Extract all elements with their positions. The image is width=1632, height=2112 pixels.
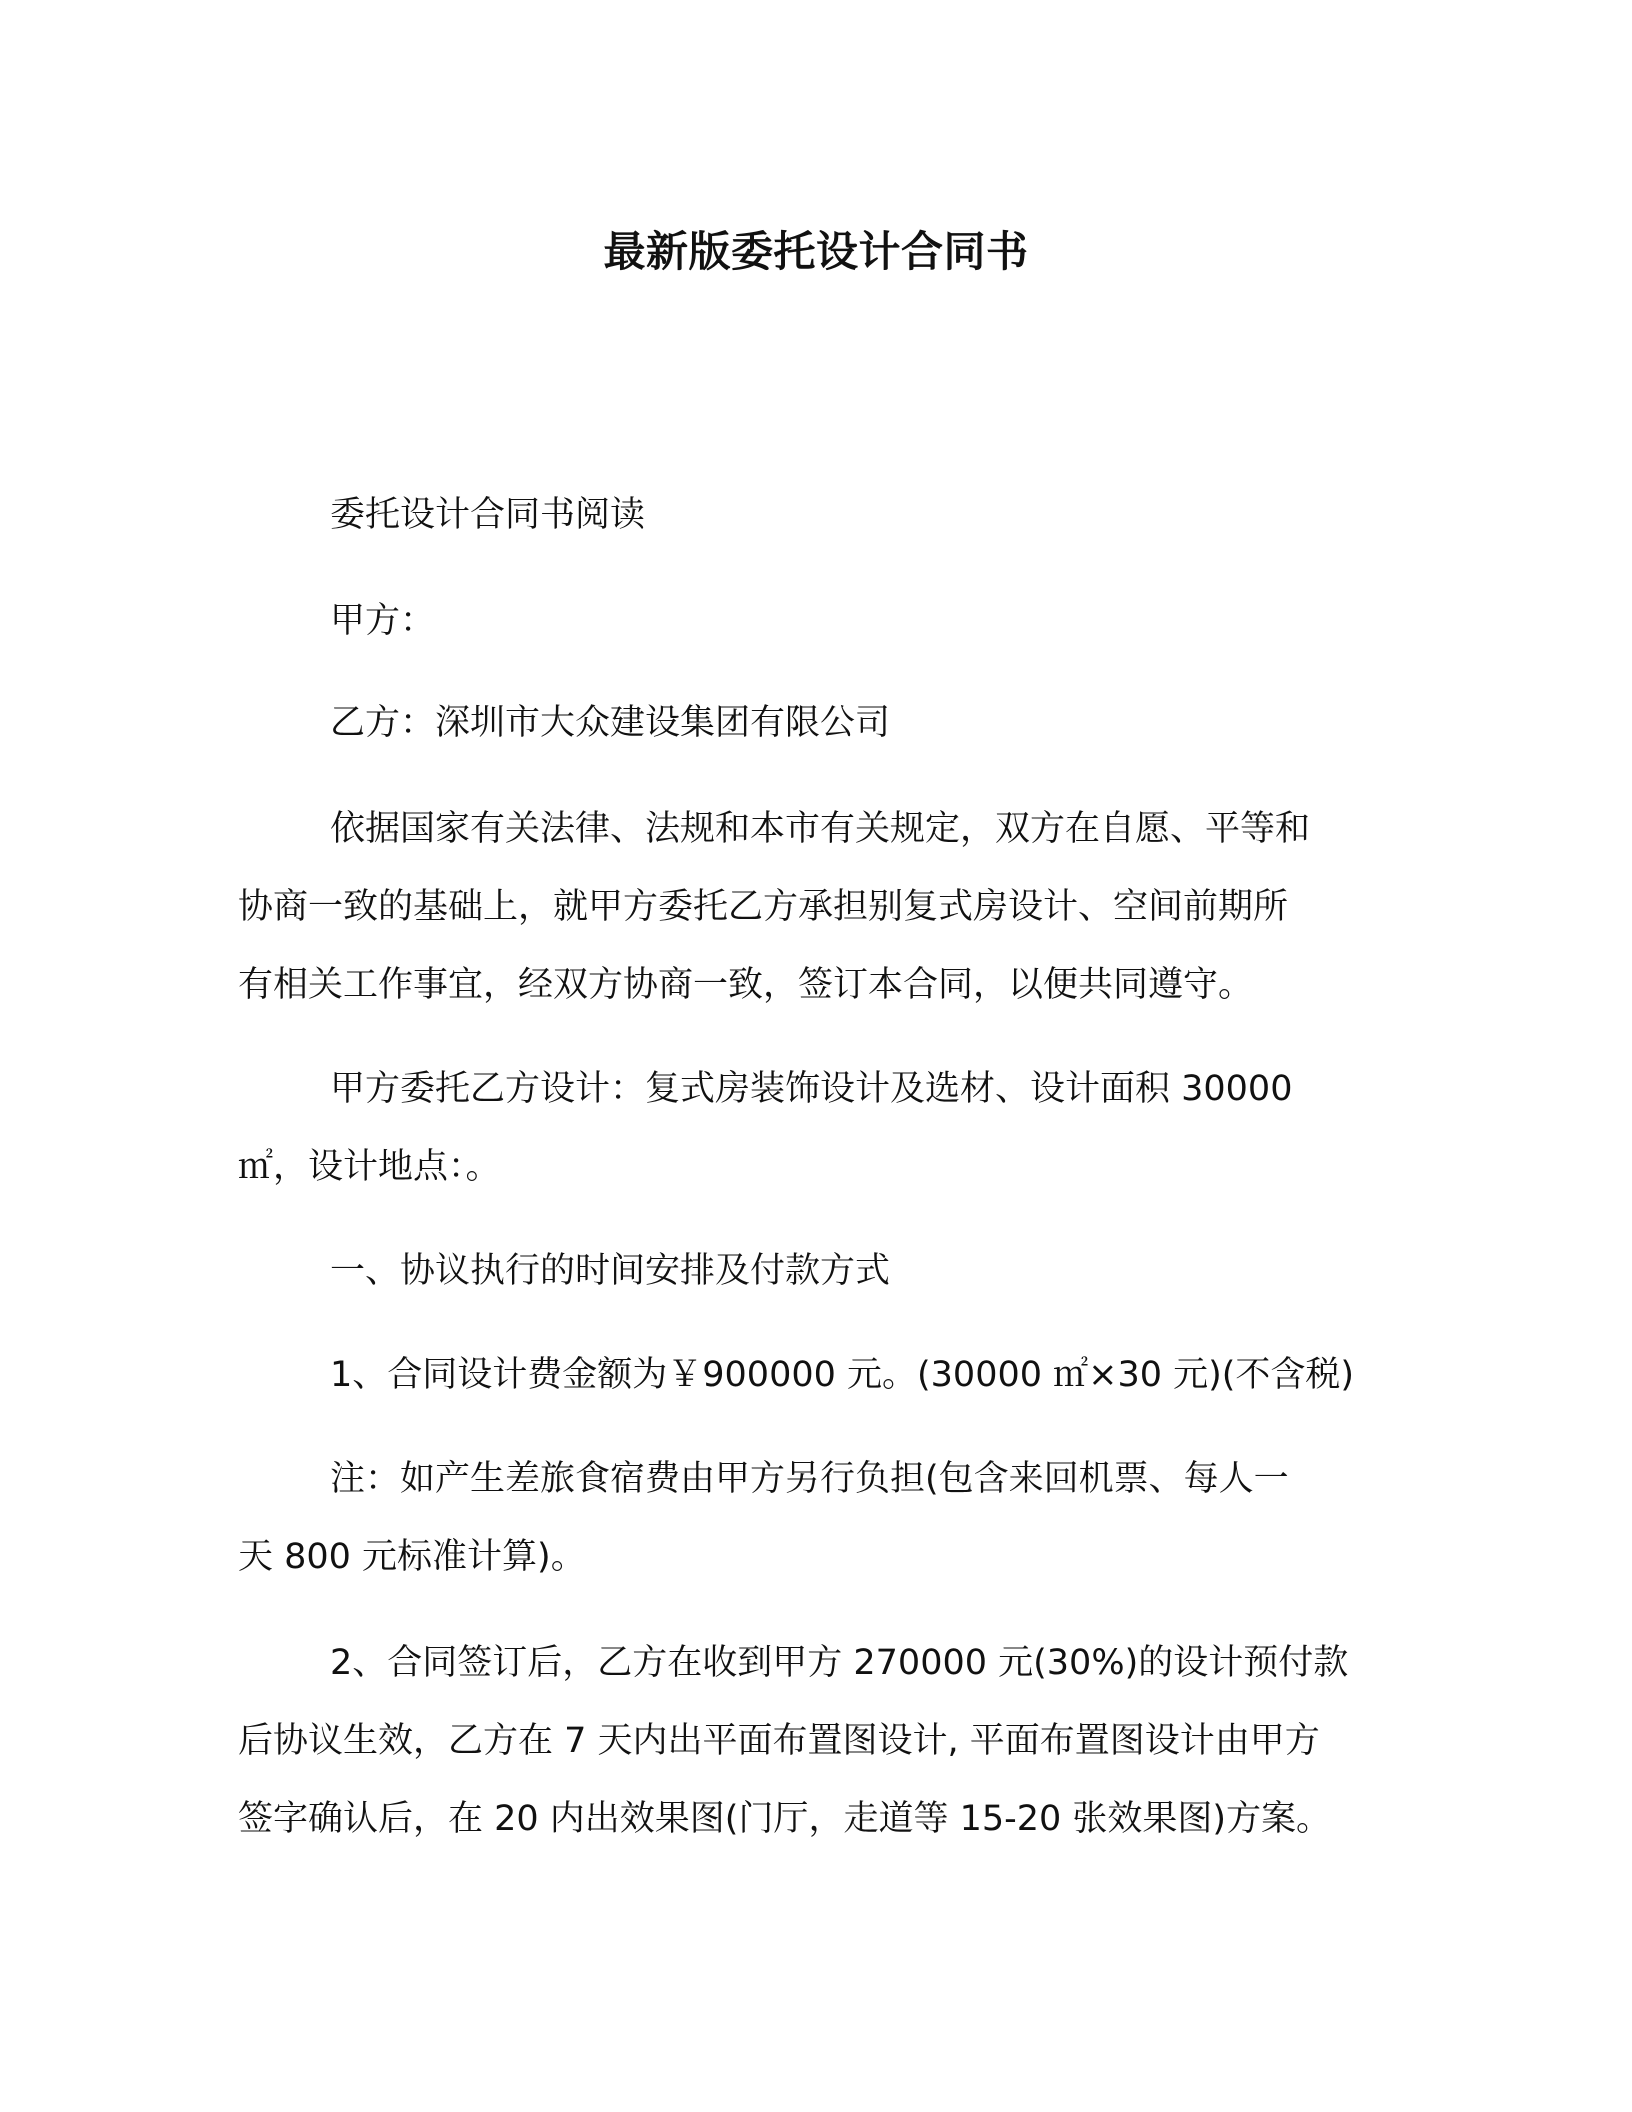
document-subtitle: 委托设计合同书阅读 bbox=[330, 495, 646, 535]
party-b-line: 乙方：深圳市大众建设集团有限公司 bbox=[330, 703, 891, 743]
document-title: 最新版委托设计合同书 bbox=[603, 227, 1029, 276]
scope-paragraph-line: ㎡，设计地点：。 bbox=[238, 1147, 501, 1187]
intro-paragraph-line: 有相关工作事宜，经双方协商一致，签订本合同，以便共同遵守。 bbox=[238, 965, 1254, 1005]
intro-paragraph-line: 协商一致的基础上，就甲方委托乙方承担别复式房设计、空间前期所 bbox=[238, 887, 1289, 927]
intro-paragraph-line: 依据国家有关法律、法规和本市有关规定，双方在自愿、平等和 bbox=[330, 809, 1311, 849]
clause-2-line: 签字确认后，在 20 内出效果图(门厅，走道等 15-20 张效果图)方案。 bbox=[238, 1799, 1332, 1839]
clause-2-line: 后协议生效，乙方在 7 天内出平面布置图设计, 平面布置图设计由甲方 bbox=[238, 1721, 1320, 1761]
scope-paragraph-line: 甲方委托乙方设计：复式房装饰设计及选材、设计面积 30000 bbox=[330, 1069, 1293, 1109]
section-heading: 一、协议执行的时间安排及付款方式 bbox=[330, 1251, 891, 1291]
clause-1-line: 1、合同设计费金额为￥900000 元。(30000 ㎡×30 元)(不含税) bbox=[330, 1355, 1355, 1395]
note-paragraph-line: 注：如产生差旅食宿费由甲方另行负担(包含来回机票、每人一 bbox=[330, 1459, 1289, 1499]
party-a-line: 甲方： bbox=[330, 601, 436, 641]
clause-2-line: 2、合同签订后，乙方在收到甲方 270000 元(30%)的设计预付款 bbox=[330, 1643, 1349, 1683]
note-paragraph-line: 天 800 元标准计算)。 bbox=[238, 1537, 586, 1577]
